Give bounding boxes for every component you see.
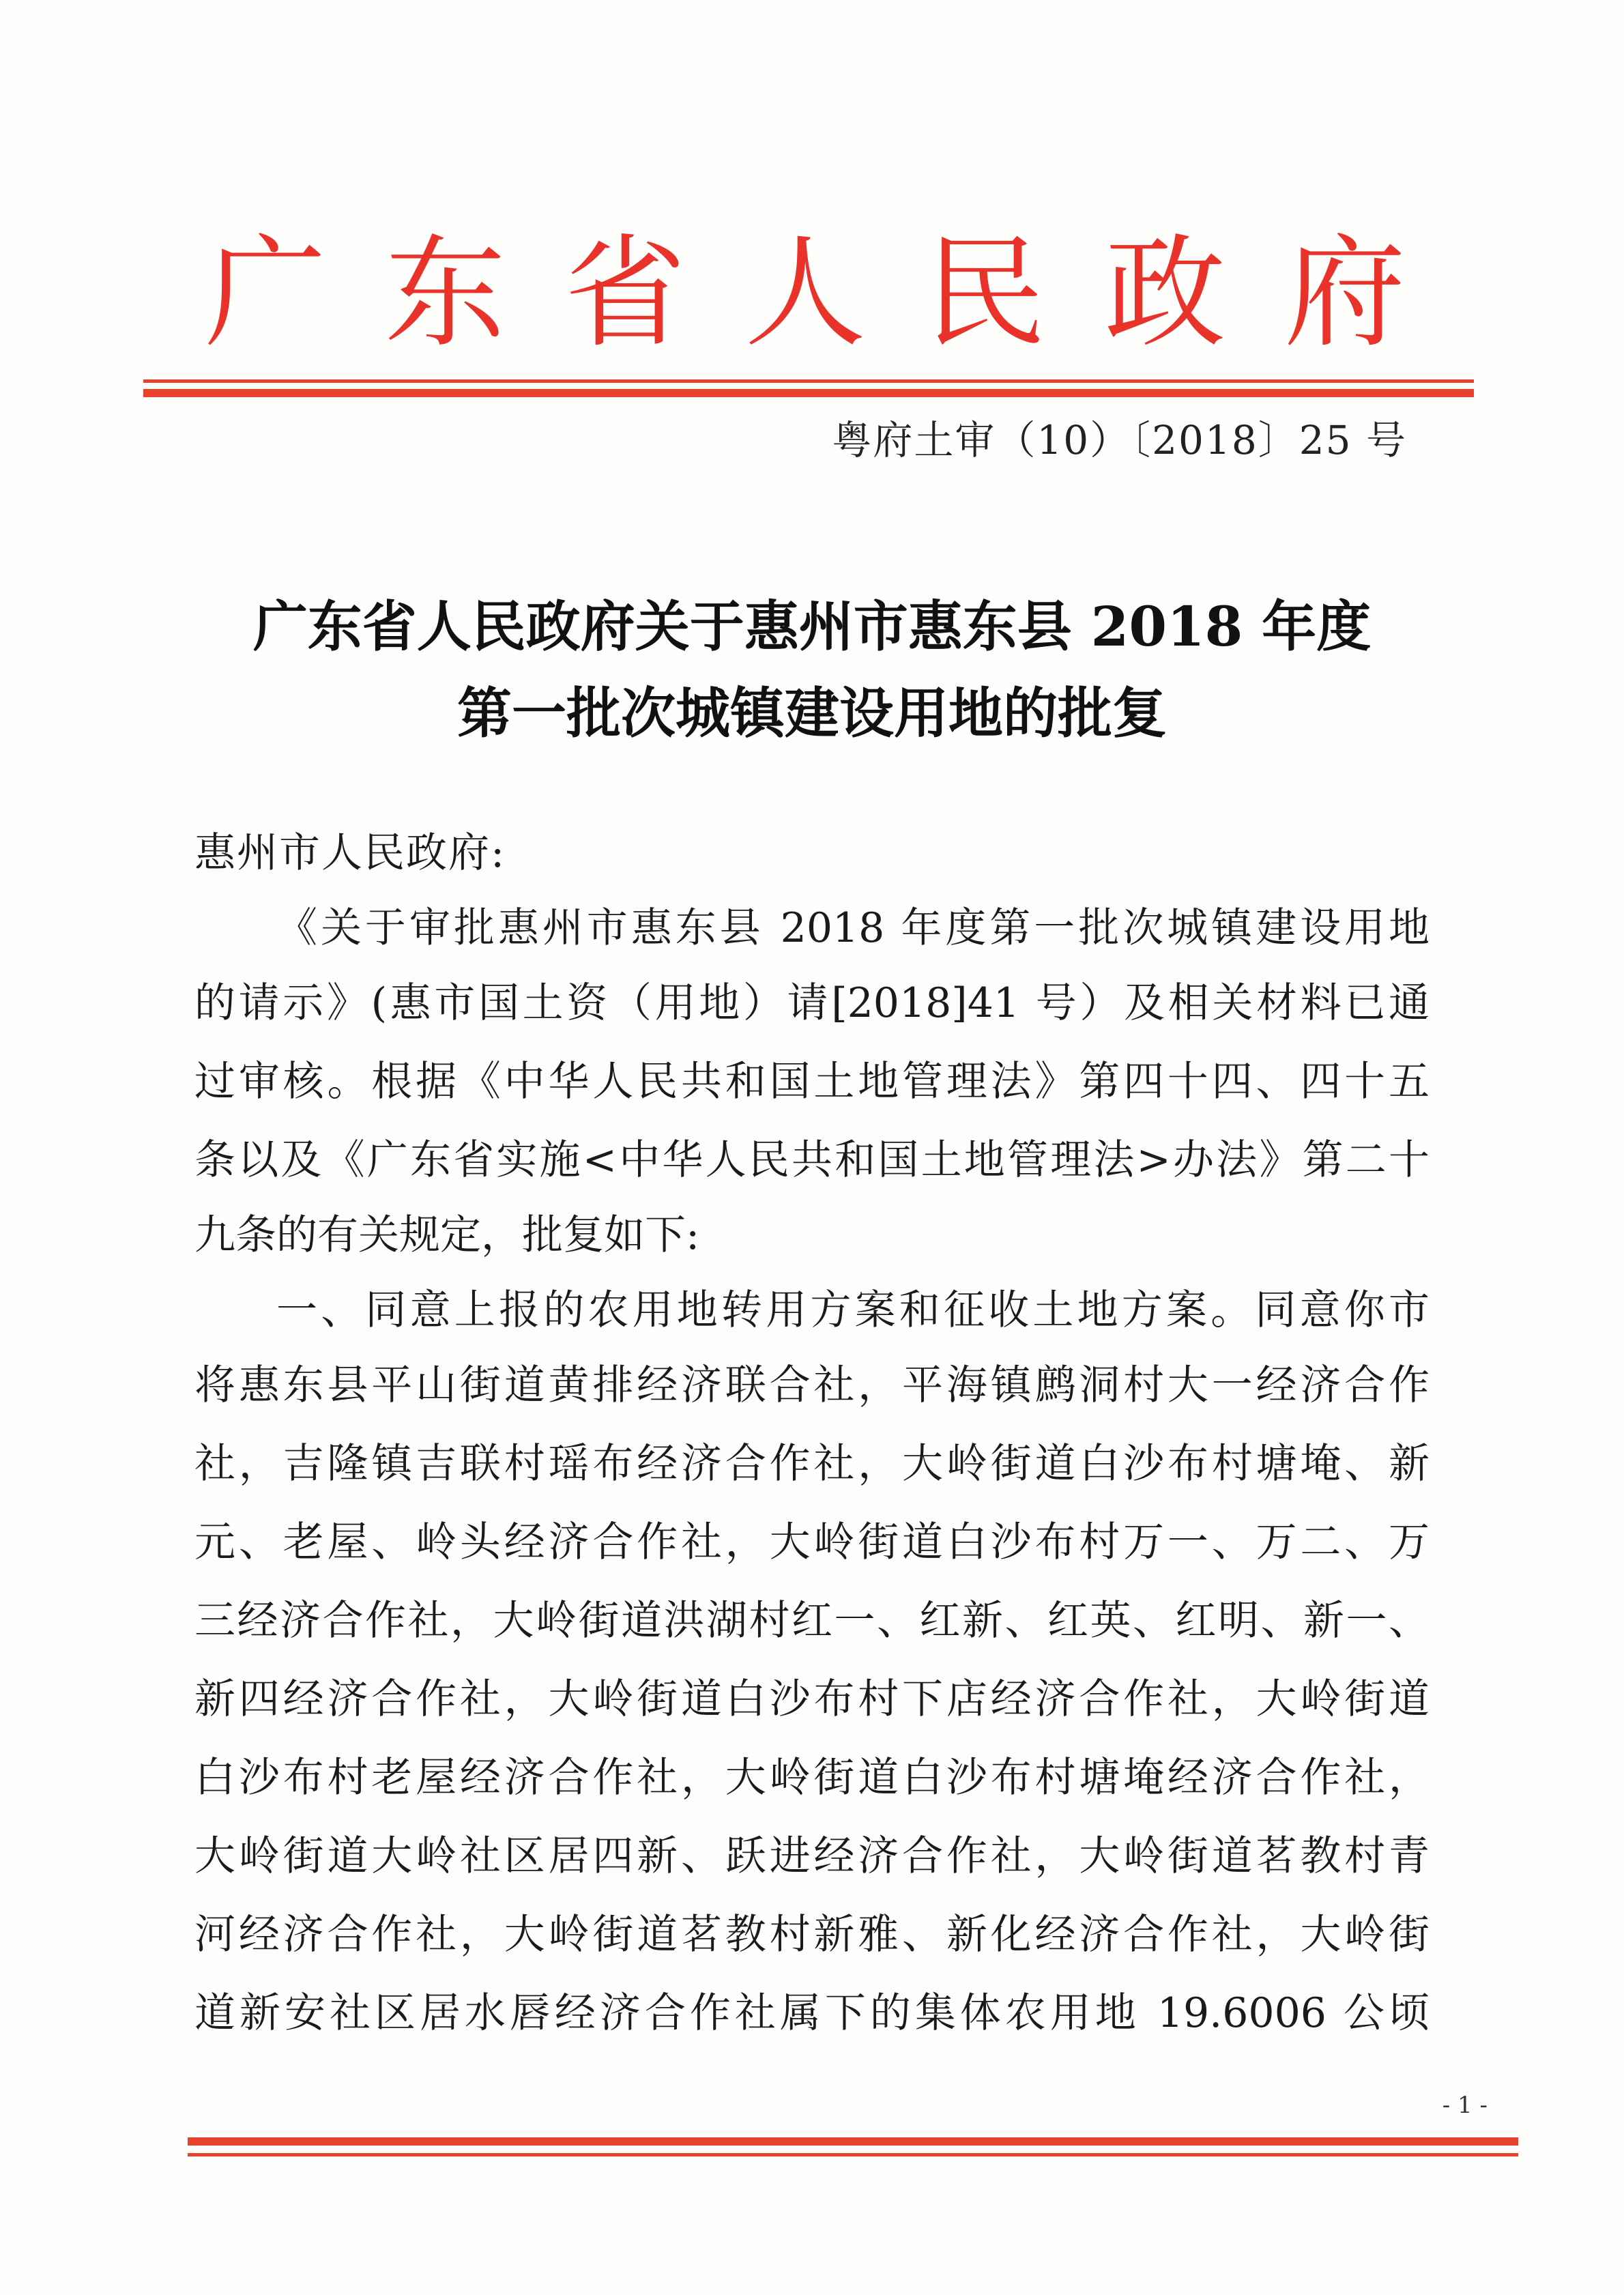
- header-char: 省: [564, 222, 686, 364]
- body-line: 社，吉隆镇吉联村瑶布经济合作社，大岭街道白沙布村塘埯、新: [194, 1440, 1430, 1488]
- body-line: 河经济合作社，大岭街道茗教村新雅、新化经济合作社，大岭街: [194, 1911, 1430, 1959]
- body-line: 道新安社区居水唇经济合作社属下的集体农用地 19.6006 公顷: [194, 1989, 1430, 2037]
- header-char: 东: [384, 222, 506, 364]
- header-char: 府: [1284, 222, 1406, 364]
- body-line: 三经济合作社，大岭街道洪湖村红一、红新、红英、红明、新一、: [194, 1597, 1430, 1645]
- header-char: 广: [205, 222, 326, 364]
- header-char: 政: [1104, 222, 1226, 364]
- header-char: 人: [744, 222, 866, 364]
- body-line: 将惠东县平山街道黄排经济联合社，平海镇鹧洞村大一经济合作: [194, 1361, 1430, 1409]
- body-line: 大岭街道大岭社区居四新、跃进经济合作社，大岭街道茗教村青: [194, 1832, 1430, 1880]
- document-title-line-1: 广东省人民政府关于惠州市惠东县 2018 年度: [252, 594, 1372, 659]
- body-line: 新四经济合作社，大岭街道白沙布村下店经济合作社，大岭街道: [194, 1675, 1430, 1723]
- header-rule-thick: [143, 389, 1474, 397]
- body-line: 一、同意上报的农用地转用方案和征收土地方案。同意你市: [276, 1286, 1430, 1334]
- document-number: 粤府土审（10）〔2018〕25 号: [832, 417, 1407, 463]
- body-line: 《关于审批惠州市惠东县 2018 年度第一批次城镇建设用地: [276, 904, 1430, 952]
- body-line: 过审核。根据《中华人民共和国土地管理法》第四十四、四十五: [194, 1058, 1430, 1106]
- header-rule-thin: [143, 379, 1474, 383]
- body-line: 元、老屋、岭头经济合作社，大岭街道白沙布村万一、万二、万: [194, 1518, 1430, 1566]
- body-line: 条以及《广东省实施<中华人民共和国土地管理法>办法》第二十: [194, 1136, 1430, 1184]
- header-char: 民: [924, 222, 1046, 364]
- issuing-authority-header: [205, 222, 1406, 364]
- body-line: 的请示》(惠市国土资（用地）请[2018]41 号）及相关材料已通: [194, 979, 1430, 1027]
- body-line: 白沙布村老屋经济合作社，大岭街道白沙布村塘埯经济合作社，: [194, 1754, 1430, 1802]
- body-line: 九条的有关规定，批复如下:: [194, 1211, 700, 1259]
- footer-rule-thick: [188, 2137, 1518, 2146]
- document-title-line-2: 第一批次城镇建设用地的批复: [457, 681, 1167, 745]
- footer-rule-thin: [188, 2153, 1518, 2156]
- salutation: 惠州市人民政府:: [194, 829, 506, 877]
- page-number: - 1 -: [1442, 2092, 1488, 2119]
